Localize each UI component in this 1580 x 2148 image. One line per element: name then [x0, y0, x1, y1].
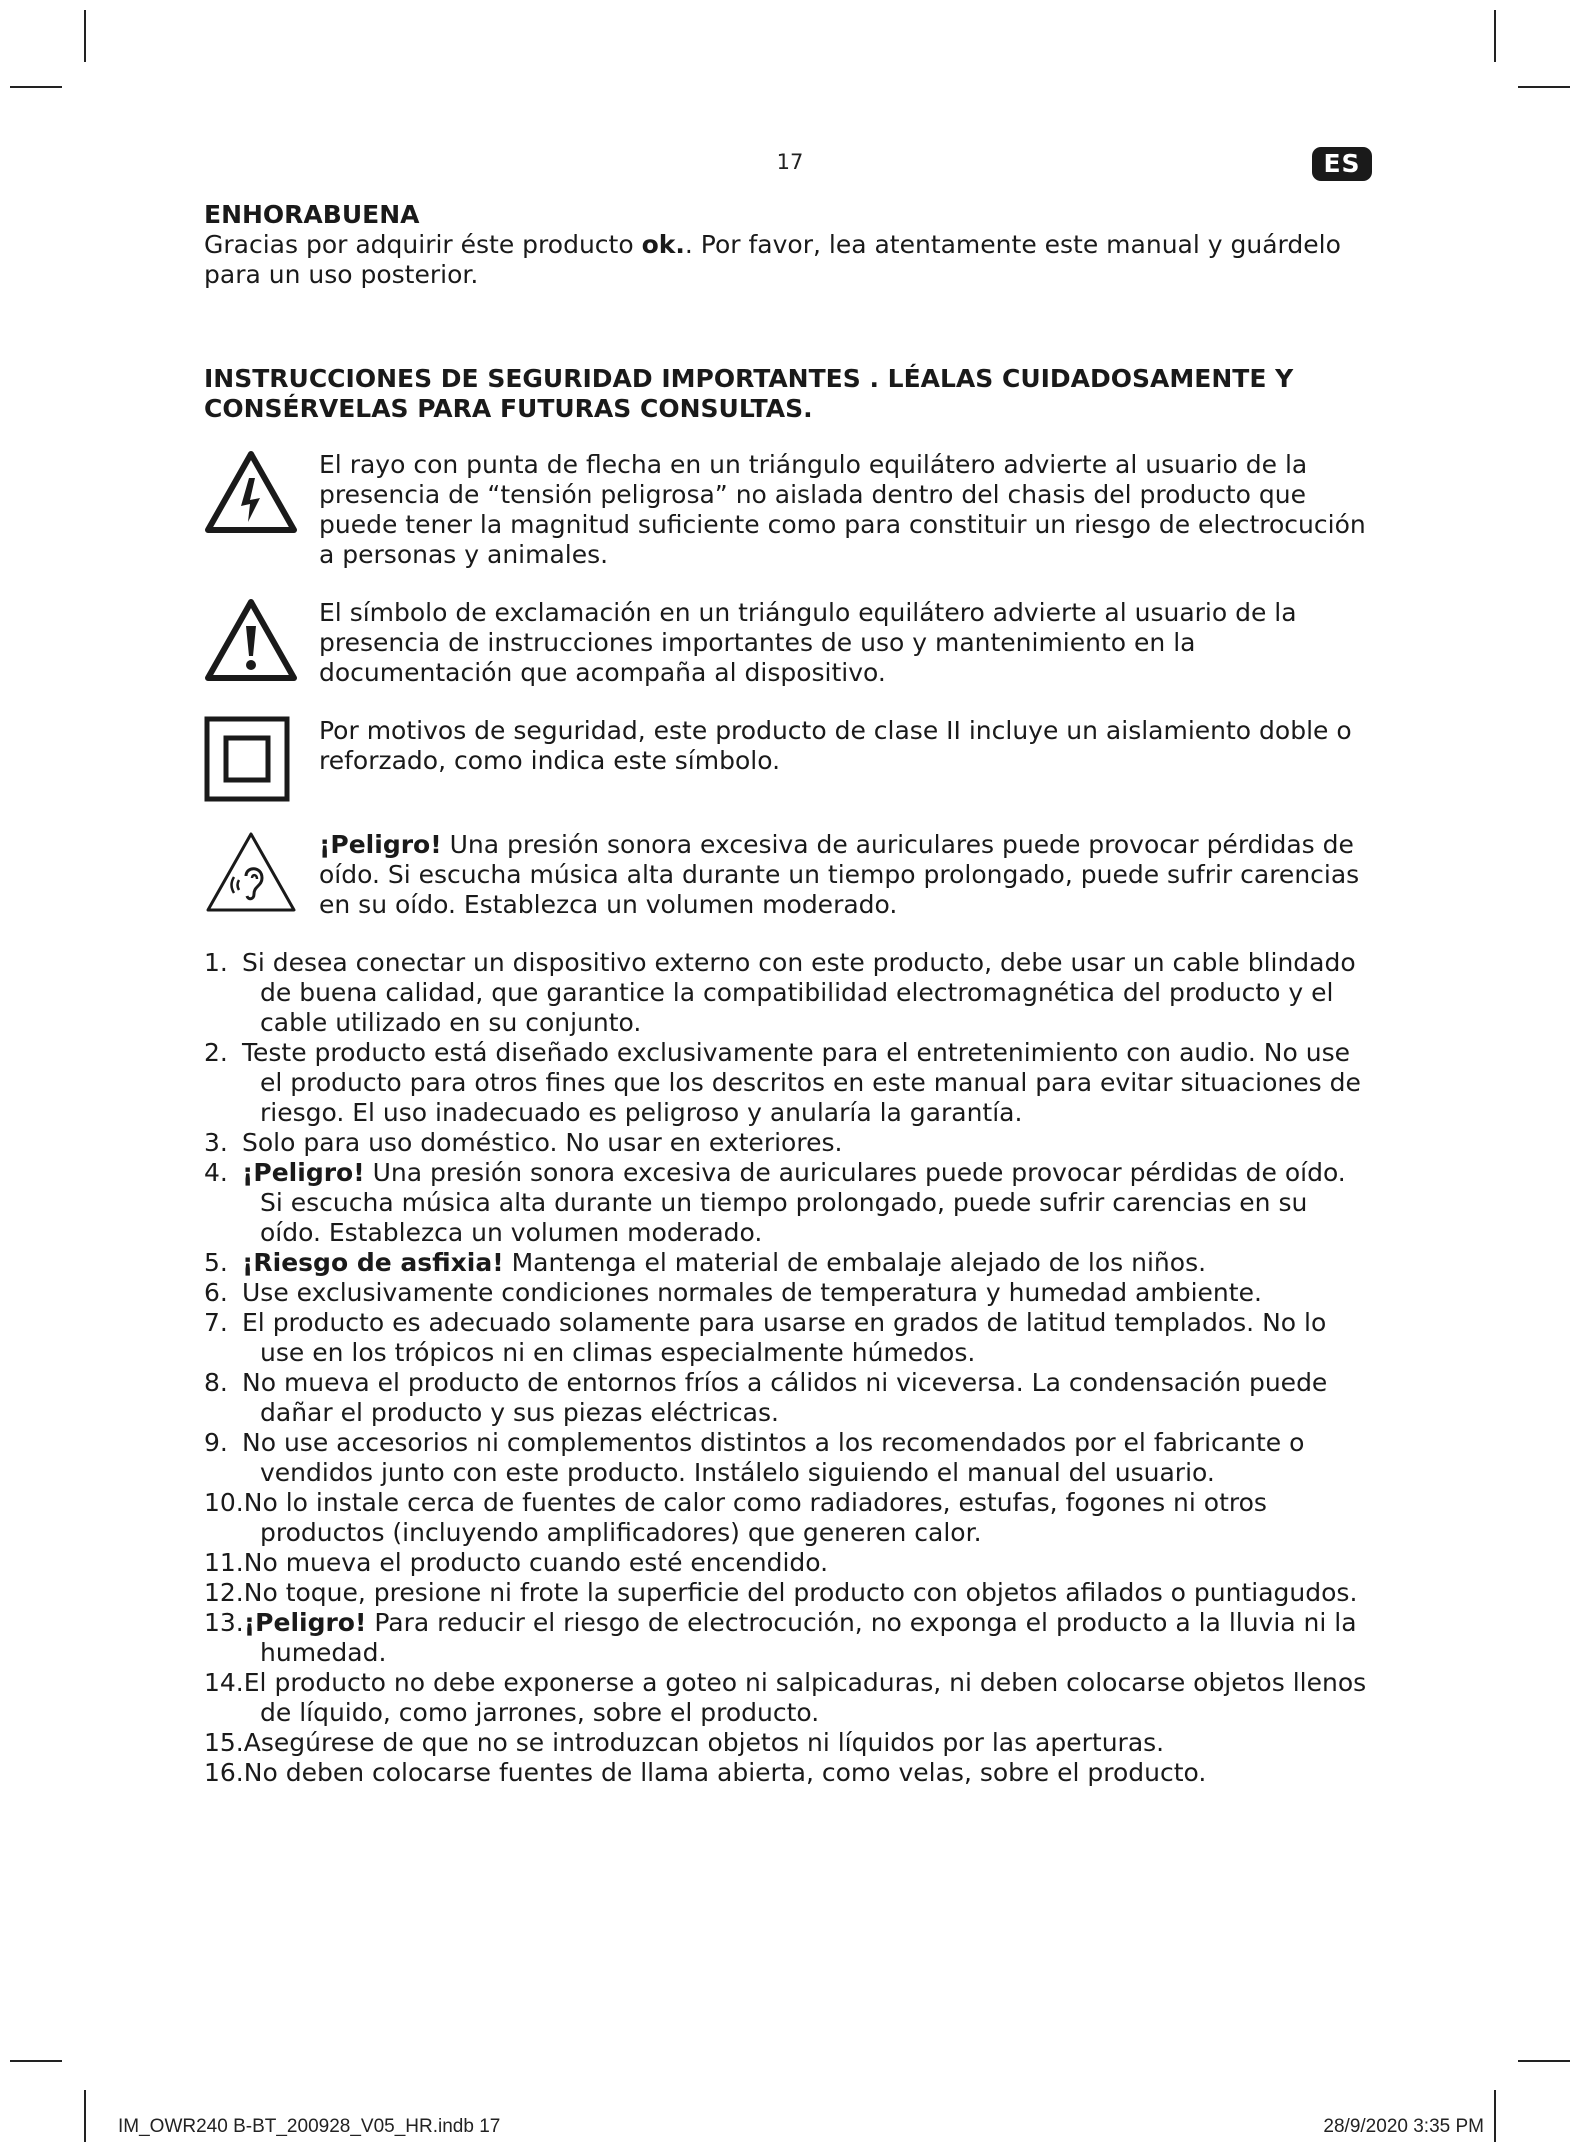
intro-text-after: . Por favor, lea atentamente este manual y guárdelo para un uso posterior.: [204, 230, 1341, 289]
list-item: [204, 1758, 1374, 1788]
list-number: 2.: [204, 1038, 228, 1067]
list-item: [204, 1578, 1374, 1608]
list-number: 4.: [204, 1158, 228, 1187]
list-number: 6.: [204, 1278, 228, 1307]
list-bold: ¡Riesgo de asfixia!: [242, 1248, 504, 1277]
crop-mark: [1518, 2060, 1570, 2062]
list-number: 5.: [204, 1248, 228, 1277]
brand-name: ok.: [641, 230, 685, 259]
list-text: No mueva el producto cuando esté encendido.: [243, 1548, 829, 1577]
list-text: No toque, presione ni frote la superficie del producto con objetos afilados o puntiagudos.: [243, 1578, 1358, 1607]
list-text: El producto no debe exponerse a goteo ni salpicaduras, ni deben colocarse objetos llenos de líquido, como jarrones, sobre el producto.: [243, 1668, 1367, 1727]
crop-mark: [10, 2060, 62, 2062]
crop-mark: [84, 10, 86, 62]
exclamation-warning-icon: [204, 598, 319, 682]
list-item: [204, 1728, 1374, 1758]
list-number: 8.: [204, 1368, 228, 1397]
list-item: [204, 1038, 1374, 1128]
symbol-text: El rayo con punta de flecha en un triángulo equilátero advierte al usuario de la presencia de “tensión peligrosa” no aislada dentro del chasis del producto que puede tener la magnitud suficiente como para constituir un riesgo de electrocución a personas y animales.: [319, 450, 1366, 569]
double-insulation-icon: [204, 716, 319, 802]
list-text: Teste producto está diseñado exclusivamente para el entretenimiento con audio. No use el producto para otros fines que los descritos en este manual para evitar situaciones de riesgo. El uso inadecuado es peligroso y anularía la garantía.: [242, 1038, 1361, 1127]
list-item: [204, 1548, 1374, 1578]
crop-mark: [1518, 86, 1570, 88]
list-bold: ¡Peligro!: [243, 1608, 367, 1637]
crop-mark: [10, 86, 62, 88]
list-text: No deben colocarse fuentes de llama abierta, como velas, sobre el producto.: [243, 1758, 1207, 1787]
list-text: Para reducir el riesgo de electrocución, no exponga el producto a la lluvia ni la humedad.: [260, 1608, 1357, 1667]
danger-label: ¡Peligro!: [319, 830, 442, 859]
footer-timestamp: 28/9/2020 3:35 PM: [1323, 2116, 1484, 2137]
list-item: [204, 1368, 1374, 1428]
list-text: Si desea conectar un dispositivo externo con este producto, debe usar un cable blindado de buena calidad, que garantice la compatibilidad electromagnética del producto y el cable utilizado en su conjunto.: [242, 948, 1356, 1037]
list-item: [204, 1278, 1374, 1308]
list-text: Use exclusivamente condiciones normales de temperatura y humedad ambiente.: [242, 1278, 1262, 1307]
symbol-text-body: Una presión sonora excesiva de auriculares puede provocar pérdidas de oído. Si escucha música alta durante un tiempo prolongado, puede sufrir carencias en su oído. Establezca un volumen moderado.: [319, 830, 1360, 919]
list-number: 16.: [204, 1758, 244, 1787]
list-number: 14.: [204, 1668, 244, 1697]
list-item: [204, 1428, 1374, 1488]
intro-text: Gracias por adquirir éste producto: [204, 230, 642, 259]
list-bold: ¡Peligro!: [242, 1158, 365, 1187]
list-item: [204, 1668, 1374, 1728]
symbol-text: El símbolo de exclamación en un triángulo equilátero advierte al usuario de la presencia de instrucciones importantes de uso y mantenimiento en la documentación que acompaña al dispositivo.: [319, 598, 1297, 687]
hearing-warning-icon: [204, 830, 319, 914]
list-text: Mantenga el material de embalaje alejado de los niños.: [503, 1248, 1207, 1277]
list-item: [204, 1158, 1374, 1248]
symbol-text: Por motivos de seguridad, este producto de clase II incluye un aislamiento doble o reforzado, como indica este símbolo.: [319, 716, 1352, 775]
list-item: [204, 948, 1374, 1038]
list-number: 12.: [204, 1578, 244, 1607]
intro-title: ENHORABUENA: [204, 200, 420, 229]
list-number: 13.: [204, 1608, 244, 1637]
list-item: [204, 1128, 1374, 1158]
list-text: Asegúrese de que no se introduzcan objetos ni líquidos por las aperturas.: [243, 1728, 1165, 1757]
list-item: [204, 1248, 1374, 1278]
list-text: No lo instale cerca de fuentes de calor como radiadores, estufas, fogones ni otros productos (incluyendo amplificadores) que generen calor.: [243, 1488, 1267, 1547]
list-item: [204, 1608, 1374, 1668]
list-number: 3.: [204, 1128, 228, 1157]
safety-rules-list: [204, 948, 1374, 1788]
crop-mark: [1494, 2090, 1496, 2142]
list-text: No mueva el producto de entornos fríos a cálidos ni viceversa. La condensación puede dañar el producto y sus piezas eléctricas.: [242, 1368, 1328, 1427]
symbol-row: [204, 598, 1374, 688]
crop-mark: [84, 2090, 86, 2142]
symbol-row: [204, 716, 1374, 802]
intro-paragraph: [204, 230, 1374, 290]
list-number: 15.: [204, 1728, 244, 1757]
language-badge: ES: [1312, 147, 1372, 181]
list-text: Una presión sonora excesiva de auriculares puede provocar pérdidas de oído. Si escucha música alta durante un tiempo prolongado, puede sufrir carencias en su oído. Establezca un volumen moderado.: [260, 1158, 1346, 1247]
list-item: [204, 1308, 1374, 1368]
crop-mark: [1494, 10, 1496, 62]
symbol-text: [319, 830, 1374, 920]
list-number: 1.: [204, 948, 228, 977]
list-number: 9.: [204, 1428, 228, 1457]
document-body: [204, 200, 1374, 1788]
list-number: 10.: [204, 1488, 244, 1517]
page-number: 17: [776, 150, 804, 174]
safety-heading: INSTRUCCIONES DE SEGURIDAD IMPORTANTES . LÉALAS CUIDADOSAMENTE Y CONSÉRVELAS PARA FUTURAS CONSULTAS.: [204, 364, 1294, 423]
list-item: [204, 1488, 1374, 1548]
lightning-warning-icon: [204, 450, 319, 534]
list-number: 11.: [204, 1548, 244, 1577]
list-text: No use accesorios ni complementos distintos a los recomendados por el fabricante o vendidos junto con este producto. Instálelo siguiendo el manual del usuario.: [242, 1428, 1305, 1487]
symbol-row: [204, 450, 1374, 570]
list-text: El producto es adecuado solamente para usarse en grados de latitud templados. No lo use en los trópicos ni en climas especialmente húmedos.: [242, 1308, 1327, 1367]
footer-file-name: IM_OWR240 B-BT_200928_V05_HR.indb 17: [118, 2116, 501, 2137]
list-text: Solo para uso doméstico. No usar en exteriores.: [242, 1128, 843, 1157]
symbol-row: [204, 830, 1374, 920]
list-number: 7.: [204, 1308, 228, 1337]
